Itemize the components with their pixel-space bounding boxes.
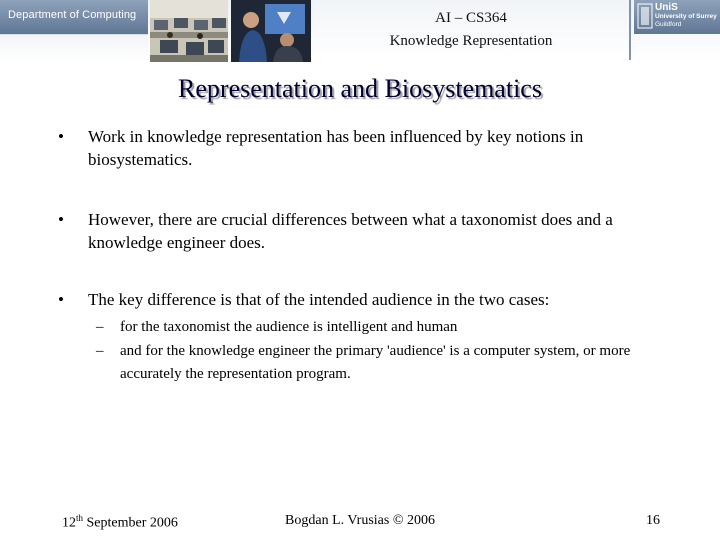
- students-at-screen-photo: [231, 0, 311, 62]
- logo-place: Guildford: [655, 21, 682, 28]
- course-title-box: [313, 0, 631, 60]
- bullet-text: The key difference is that of the intended audience in the two cases:: [88, 290, 550, 309]
- bullet-text: Work in knowledge representation has been influenced by key notions in biosystematics.: [88, 127, 584, 169]
- university-logo: [634, 0, 720, 34]
- department-bar-lower: [0, 35, 148, 62]
- sub-bullet-text: for the taxonomist the audience is intelligent and human: [120, 319, 458, 335]
- footer-date-rest: September 2006: [83, 515, 178, 531]
- bullet-marker: •: [58, 127, 64, 146]
- computer-lab-photo: [150, 0, 228, 62]
- course-subtitle: Knowledge Representation: [389, 33, 553, 49]
- logo-university-name: University of Surrey: [655, 13, 717, 20]
- logo-uni-text: UniS: [655, 2, 678, 13]
- course-code: AI – CS364: [435, 10, 507, 26]
- department-label: Department of Computing: [8, 9, 137, 21]
- footer-date-day: 12: [62, 515, 76, 531]
- header-banner: [0, 0, 720, 62]
- sub-bullet-marker: –: [96, 343, 104, 359]
- bullet-text: However, there are crucial differences between what a taxonomist does and a knowledge engineer does.: [88, 210, 613, 252]
- slide-title: Representation and Biosystematics: [178, 74, 542, 103]
- footer-date-suffix: th: [76, 513, 84, 523]
- bullet-marker: •: [58, 290, 64, 309]
- university-crest-icon: [637, 3, 653, 29]
- bullet-marker: •: [58, 210, 64, 229]
- sub-bullet-marker: –: [96, 319, 104, 335]
- sub-bullet-text: and for the knowledge engineer the primary 'audience' is a computer system, or more accurately the representation program.: [120, 343, 631, 382]
- department-bar: [0, 0, 148, 35]
- page-number: 16: [646, 513, 660, 528]
- footer-author: Bogdan L. Vrusias © 2006: [285, 513, 435, 528]
